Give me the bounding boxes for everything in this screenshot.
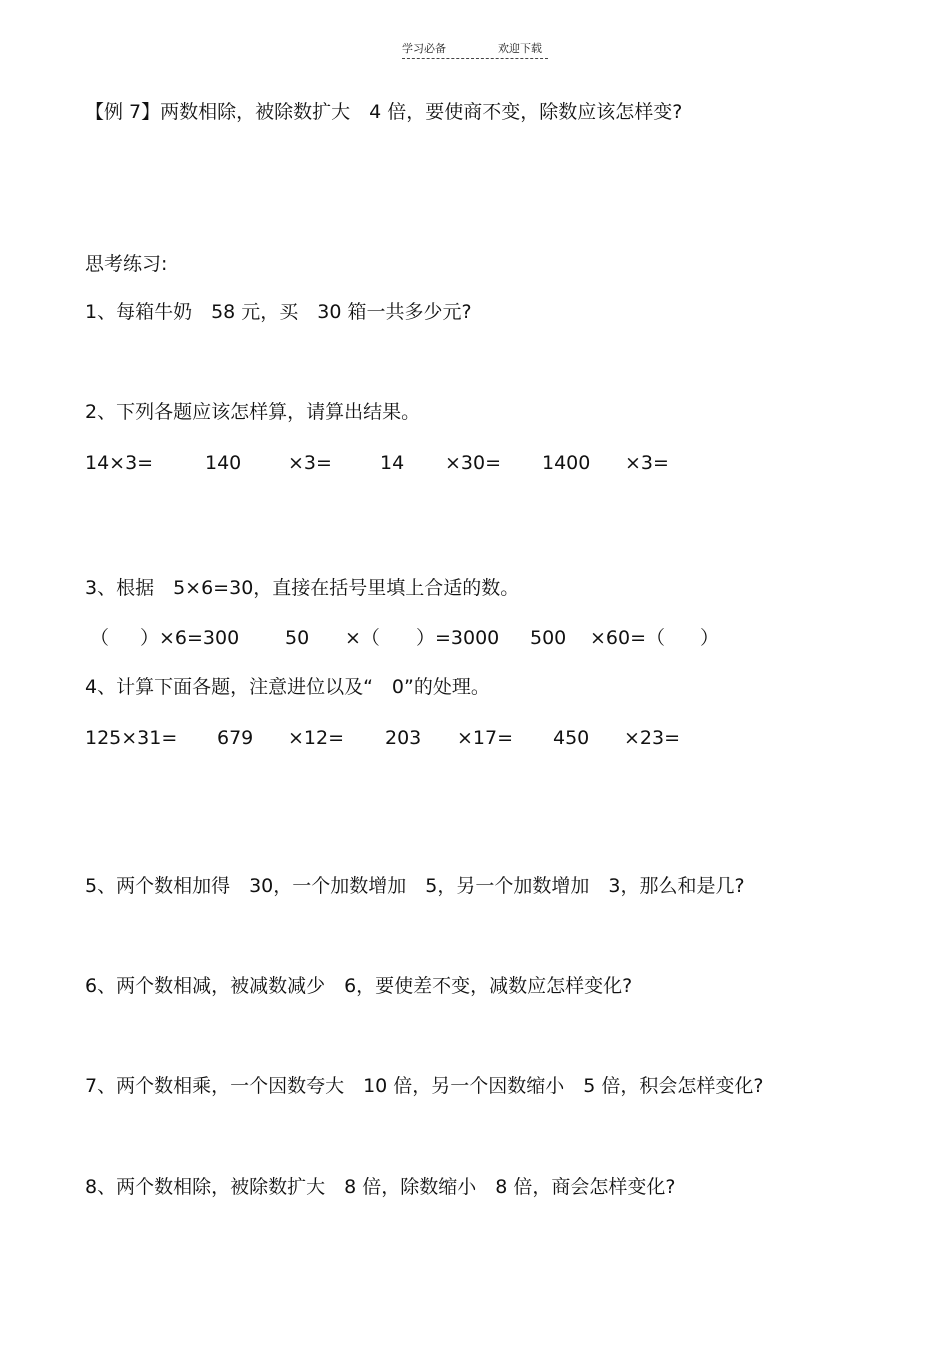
- expr: ）=3000: [416, 627, 500, 649]
- question-3: 3、根据 5×6=30，直接在括号里填上合适的数。: [85, 577, 520, 599]
- expr: ×12=: [288, 727, 345, 749]
- question-2-expressions: [0, 451, 950, 475]
- expr: ×60=（: [590, 627, 666, 649]
- expr: ×3=: [288, 452, 332, 474]
- question-4-expressions: [0, 726, 950, 750]
- expr: ）: [700, 627, 720, 649]
- expr: （: [90, 627, 110, 649]
- expr: ×（: [345, 627, 380, 649]
- expr: 679: [217, 727, 254, 749]
- expr: ×23=: [624, 727, 681, 749]
- question-4: 4、计算下面各题，注意进位以及“ 0”的处理。: [85, 676, 490, 698]
- expr: 125×31=: [85, 727, 178, 749]
- expr: ）×6=300: [140, 627, 240, 649]
- expr: 203: [385, 727, 422, 749]
- practice-title: 思考练习:: [85, 253, 168, 275]
- expr: ×3=: [625, 452, 669, 474]
- expr: ×30=: [445, 452, 502, 474]
- question-5: 5、两个数相加得 30，一个加数增加 5，另一个加数增加 3，那么和是几?: [85, 875, 745, 897]
- expr: 140: [205, 452, 242, 474]
- expr: ×17=: [457, 727, 514, 749]
- question-8: 8、两个数相除，被除数扩大 8 倍，除数缩小 8 倍，商会怎样变化?: [85, 1176, 676, 1198]
- expr: 14: [380, 452, 405, 474]
- question-3-expressions: [0, 626, 950, 650]
- expr: 14×3=: [85, 452, 154, 474]
- header-right-text: 欢迎下载: [498, 42, 542, 55]
- question-1: 1、每箱牛奶 58 元，买 30 箱一共多少元?: [85, 301, 472, 323]
- header-left-text: 学习必备: [402, 42, 446, 55]
- expr: 500: [530, 627, 567, 649]
- expr: 450: [553, 727, 590, 749]
- expr: 1400: [542, 452, 591, 474]
- example-7: 【例 7】两数相除，被除数扩大 4 倍，要使商不变，除数应该怎样变?: [85, 101, 683, 123]
- question-6: 6、两个数相减，被减数减少 6，要使差不变，减数应怎样变化?: [85, 975, 633, 997]
- page-header: [402, 40, 548, 59]
- expr: 50: [285, 627, 310, 649]
- question-2: 2、下列各题应该怎样算，请算出结果。: [85, 401, 421, 423]
- question-7: 7、两个数相乘，一个因数夸大 10 倍，另一个因数缩小 5 倍，积会怎样变化?: [85, 1075, 764, 1097]
